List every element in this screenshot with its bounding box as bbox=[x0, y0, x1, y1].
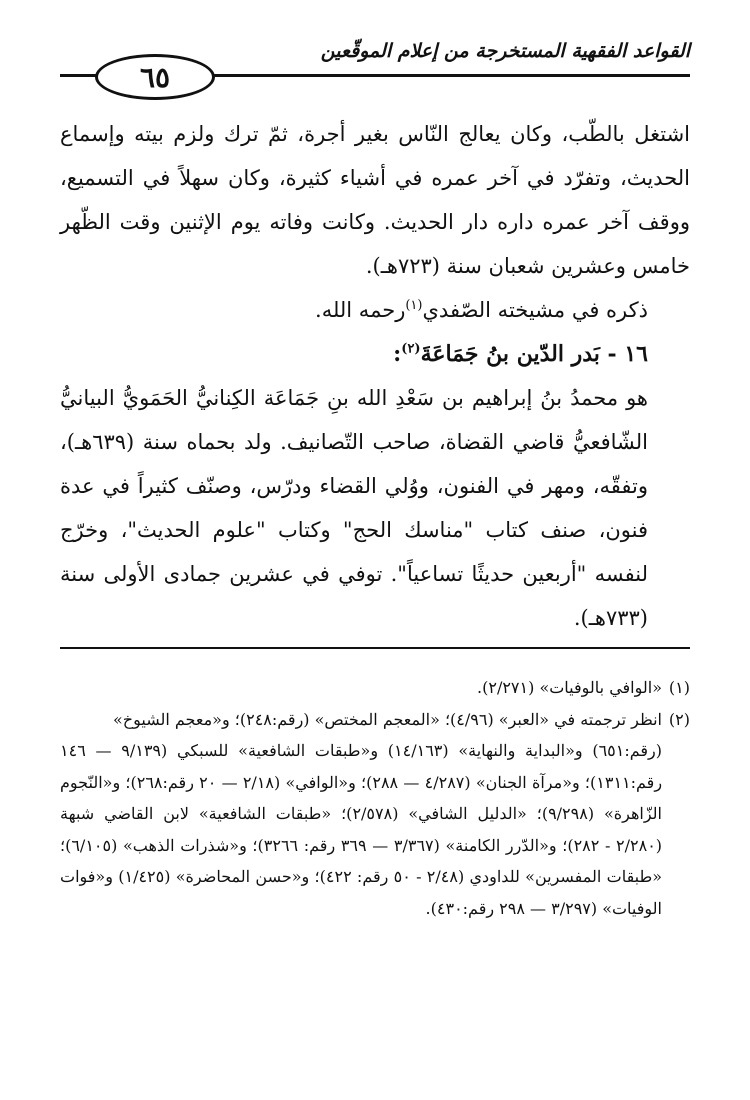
footnote-2-continuation: (رقم:٦٥١) و«البداية والنهاية» (١٤/١٦٣) و«طبقات الشافعية» للسبكي (٩/١٣٩ — ١٤٦ رقم:١٣١١)؛ و«مرآة الجنان» (٤/٢٨٧ — ٢٨٨)؛ و«الوافي» (٢/١٨ — ٢٠ رقم:٢٦٨)؛ و«النّجوم الزّاهرة» (٩/٢٩٨)؛ «الدليل الشافي» (٢/٥٧٨)؛ «طبقات الشافعية» لابن القاضي شبهة (٢/٢٨٠ - ٢٨٢)؛ و«الدّرر الكامنة» (٣/٣٦٧ — ٣٦٩ رقم: ٣٢٦٦)؛ و«شذرات الذهب» (٦/١٠٥)؛ «طبقات المفسرين» للداودي (٢/٤٨ - ٥٠ رقم: ٤٢٢)؛ و«حسن المحاضرة» (١/٤٢٥) و«فوات الوفيات» (٣/٢٩٧ — ٢٩٨ رقم:٤٣٠). bbox=[60, 741, 663, 918]
footnote-2-text: انظر ترجمته في «العبر» (٤/٩٦)؛ «المعجم المختص» (رقم:٢٤٨)؛ و«معجم الشيوخ» bbox=[113, 709, 662, 729]
footnote-divider bbox=[60, 647, 690, 649]
footnote-ref-1: (١) bbox=[405, 298, 423, 313]
paragraph-2-text: ذكره في مشيخته الصّفدي bbox=[422, 298, 648, 322]
entry-heading-colon: : bbox=[393, 341, 402, 367]
footnote-2 bbox=[60, 704, 690, 736]
page-number: ٦٥ bbox=[95, 54, 215, 100]
main-text bbox=[60, 112, 690, 640]
paragraph-safadi-reference bbox=[60, 288, 690, 332]
footnote-1-marker: (١) bbox=[668, 678, 690, 697]
entry-heading bbox=[60, 332, 690, 376]
paragraph-biography-end: اشتغل بالطّب، وكان يعالج النّاس بغير أجرة، ثمّ ترك ولزم بيته وإسماع الحديث، وتفرّد في آخر عمره في أشياء كثيرة، وكان سهلاً في التسميع، ووقف آخر عمره داره دار الحديث. وكانت وفاته يوم الإثنين وقت الظّهر خامس وعشرين شعبان سنة (٧٢٣هـ). bbox=[60, 122, 690, 278]
running-title: القواعد الفقهية المستخرجة من إعلام الموقّعين bbox=[320, 40, 690, 62]
footnote-2-marker: (٢) bbox=[668, 709, 690, 729]
paragraph-2-end: رحمه الله. bbox=[315, 298, 406, 322]
footnote-1 bbox=[60, 672, 690, 704]
entry-heading-text: ١٦ - بَدر الدّين بنُ جَمَاعَةَ bbox=[420, 341, 648, 367]
footnote-ref-2: (٢) bbox=[401, 341, 421, 357]
footnote-1-text: «الوافي بالوفيات» (٢/٢٧١). bbox=[477, 678, 662, 697]
footnotes bbox=[60, 672, 690, 924]
paragraph-ibn-jamaa: هو محمدُ بنُ إبراهيم بن سَعْدِ الله بنِ جَمَاعَة الكِنانيُّ الحَمَويُّ البيانيُّ الشّافعيُّ قاضي القضاة، صاحب التّصانيف. ولد بحماه سنة (٦٣٩هـ)، وتفقّه، ومهر في الفنون، ووُلي القضاء ودرّس، وصنّف كثيراً في عدة فنون، صنف كتاب "مناسك الحج" وكتاب "علوم الحديث"، وخرّج لنفسه "أربعين حديثًا تساعياً". توفي في عشرين جمادى الأولى سنة (٧٣٣هـ). bbox=[60, 386, 648, 630]
